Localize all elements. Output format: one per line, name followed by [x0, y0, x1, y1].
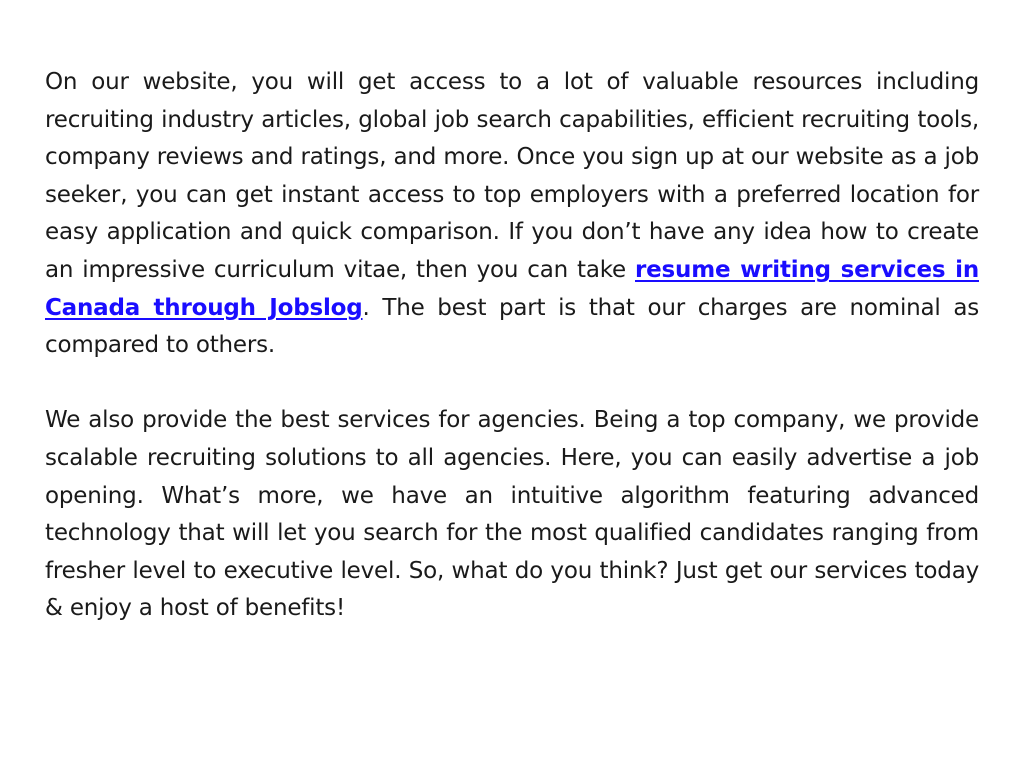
paragraph-agencies: We also provide the best services for agencies. Being a top company, we provide scalable recruiting solutions to all agencies. Here, you can easily advertise a job opening. What’s more, we have an intuitive algorithm featuring advanced technology that will let you search for the most qualified candidates ranging from fresher level to executive level. So, what do you think? Just get our services today & enjoy a host of benefits! — [45, 407, 979, 622]
paragraph-resources-text-before: On our website, you will get access to a lot of valuable resources including recruiting industry articles, global job search capabilities, efficient recruiting tools, company reviews and ratings, and more. Once you sign up at our website as a job seeker, you can get instant access to top employers with a preferred location for easy application and quick comparison. If you don’t have any idea how to create an impressive curriculum vitae, then you can take — [45, 69, 979, 283]
document-body — [45, 64, 979, 628]
paragraph-resources — [45, 64, 979, 365]
paragraph-resources-text-after: . The best part is that our charges are nominal as compared to others. — [45, 294, 980, 359]
resume-services-link[interactable]: resume writing services in Canada through Jobslog — [45, 256, 979, 321]
